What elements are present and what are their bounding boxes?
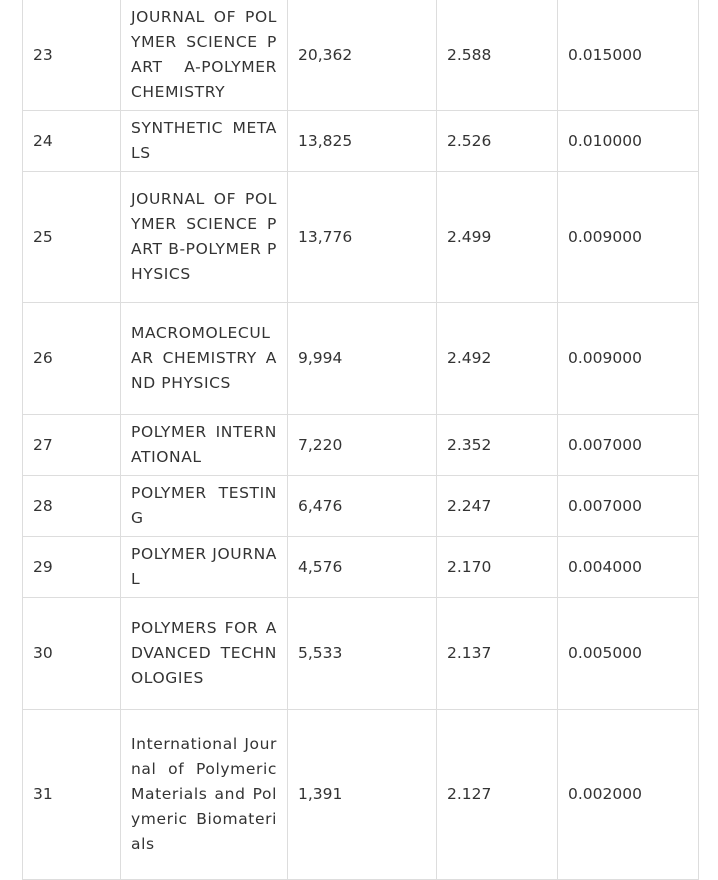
eigenfactor-cell: 0.007000 [558,415,699,476]
rank-cell: 30 [23,598,121,710]
rank-cell: 24 [23,111,121,172]
eigenfactor-cell: 0.007000 [558,476,699,537]
journal-name-cell: SYNTHETIC METALS [121,111,288,172]
eigenfactor-cell: 0.010000 [558,111,699,172]
eigenfactor-cell: 0.009000 [558,303,699,415]
total-citations-cell: 5,533 [288,598,437,710]
table-row [23,111,699,172]
table-row [23,710,699,880]
eigenfactor-cell: 0.015000 [558,0,699,111]
impact-factor-cell: 2.588 [437,0,558,111]
eigenfactor-cell: 0.005000 [558,598,699,710]
journal-name-cell: POLYMER TESTING [121,476,288,537]
rank-cell: 29 [23,537,121,598]
table-row [23,537,699,598]
rank-cell: 26 [23,303,121,415]
journal-ranking-table [22,0,699,880]
total-citations-cell: 20,362 [288,0,437,111]
journal-name-cell: POLYMER INTERNATIONAL [121,415,288,476]
total-citations-cell: 6,476 [288,476,437,537]
table-row [23,598,699,710]
rank-cell: 23 [23,0,121,111]
impact-factor-cell: 2.137 [437,598,558,710]
table-row [23,303,699,415]
journal-name-cell: MACROMOLECULAR CHEMISTRY AND PHYSICS [121,303,288,415]
journal-name-cell: International Journal of Polymeric Materials and Polymeric Biomaterials [121,710,288,880]
total-citations-cell: 1,391 [288,710,437,880]
table-body [23,0,699,880]
impact-factor-cell: 2.352 [437,415,558,476]
eigenfactor-cell: 0.002000 [558,710,699,880]
total-citations-cell: 13,776 [288,172,437,303]
impact-factor-cell: 2.526 [437,111,558,172]
journal-ranking-table-container [22,0,698,880]
impact-factor-cell: 2.247 [437,476,558,537]
rank-cell: 25 [23,172,121,303]
total-citations-cell: 13,825 [288,111,437,172]
rank-cell: 27 [23,415,121,476]
table-row [23,0,699,111]
rank-cell: 31 [23,710,121,880]
journal-name-cell: POLYMER JOURNAL [121,537,288,598]
eigenfactor-cell: 0.004000 [558,537,699,598]
table-row [23,172,699,303]
impact-factor-cell: 2.170 [437,537,558,598]
total-citations-cell: 7,220 [288,415,437,476]
impact-factor-cell: 2.127 [437,710,558,880]
rank-cell: 28 [23,476,121,537]
table-row [23,476,699,537]
impact-factor-cell: 2.499 [437,172,558,303]
eigenfactor-cell: 0.009000 [558,172,699,303]
impact-factor-cell: 2.492 [437,303,558,415]
journal-name-cell: POLYMERS FOR ADVANCED TECHNOLOGIES [121,598,288,710]
journal-name-cell: JOURNAL OF POLYMER SCIENCE PART A-POLYMER CHEMISTRY [121,0,288,111]
journal-name-cell: JOURNAL OF POLYMER SCIENCE PART B-POLYMER PHYSICS [121,172,288,303]
table-row [23,415,699,476]
total-citations-cell: 9,994 [288,303,437,415]
total-citations-cell: 4,576 [288,537,437,598]
